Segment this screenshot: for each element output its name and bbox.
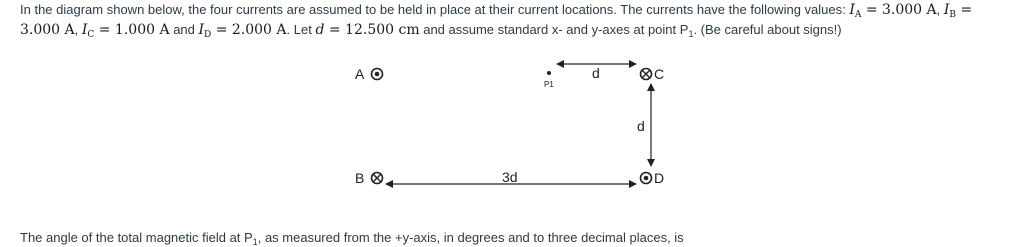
problem-text: In the diagram shown below, the four currents are assumed to be held in place at their current locations. The currents have the following values: $I_A = 3.000$ A, $I_B = 3.000$ A, $I_C = 1.000$ A and $I_D = 2.000$ A. Let d = 12.500 cm and assume standard x- and y-axes at point $P_1$. (Be careful about signs!) — [20, 2, 973, 40]
current-b-into-page-icon — [372, 173, 383, 184]
label-c: C — [654, 66, 665, 82]
current-b-value: $I_B = 3.000$ A — [20, 2, 973, 38]
label-3d: 3d — [502, 169, 518, 185]
label-a: A — [355, 66, 365, 82]
label-b: B — [355, 170, 365, 186]
label-p1: P1 — [544, 80, 554, 89]
current-d-value: $I_D = 2.000$ A — [198, 22, 287, 40]
label-d-right: d — [637, 118, 645, 134]
current-a-out-of-page-icon — [372, 69, 383, 80]
distance-d-value: d = 12.500 cm — [315, 22, 420, 38]
label-d-top: d — [592, 65, 600, 81]
current-d-out-of-page-icon — [641, 173, 652, 184]
current-c-value: $I_C = 1.000$ A — [81, 22, 170, 40]
question-text: The angle of the total magnetic field at $P_1$, as measured from the +y-axis, in degrees and to three decimal places, is — [20, 230, 684, 247]
label-d-wire: D — [654, 170, 665, 186]
current-c-into-page-icon — [641, 69, 652, 80]
current-a-value: $I_A = 3.000$ A — [849, 2, 937, 20]
point-p1-dot — [547, 71, 551, 75]
